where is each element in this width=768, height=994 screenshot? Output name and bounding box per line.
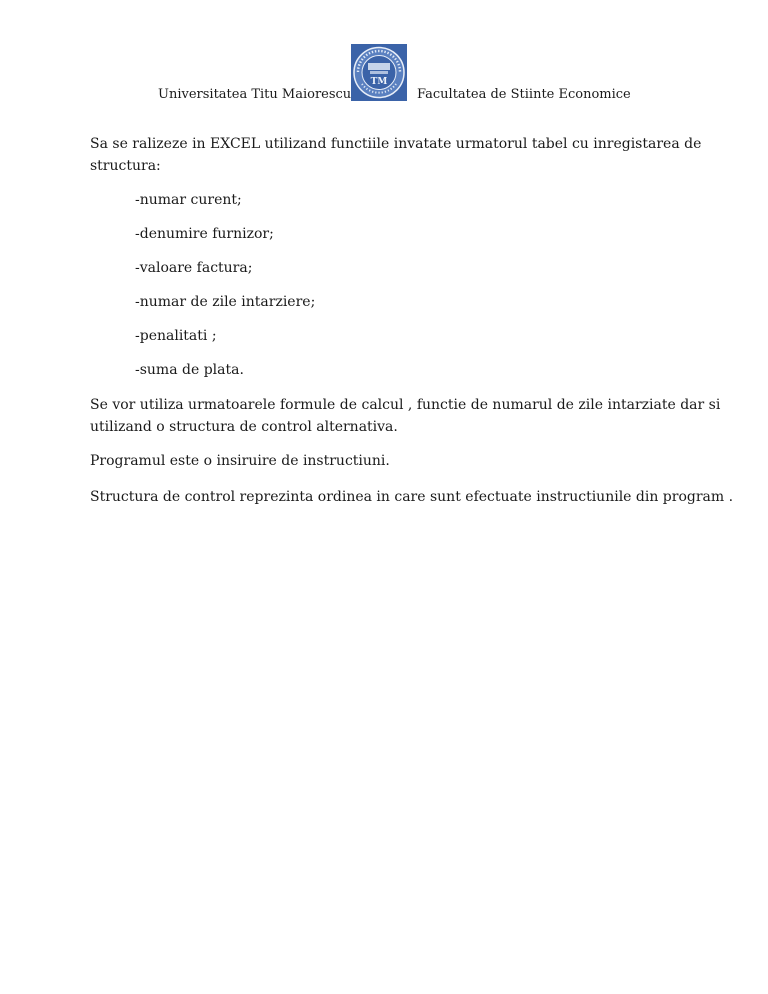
paragraph-2-line-1: Se vor utiliza urmatoarele formule de calcul , functie de numarul de zile intarziate dar si [90, 397, 721, 413]
list-item: -numar de zile intarziere; [135, 294, 316, 310]
university-logo [351, 44, 407, 101]
intro-line-1: Sa se ralizeze in EXCEL utilizand functiile invatate urmatorul tabel cu inregistarea de [90, 136, 702, 152]
paragraph-4: Structura de control reprezinta ordinea in care sunt efectuate instructiunile din program . [90, 489, 734, 505]
header-faculty: Facultatea de Stiinte Economice [417, 87, 631, 102]
list-item: -numar curent; [135, 192, 242, 208]
paragraph-3: Programul este o insiruire de instructiuni. [90, 453, 390, 469]
header-university: Universitatea Titu Maiorescu [158, 87, 352, 102]
list-item: -suma de plata. [135, 362, 244, 378]
list-item: -penalitati ; [135, 328, 217, 344]
list-item: -valoare factura; [135, 260, 253, 276]
paragraph-2-line-2: utilizand o structura de control alternativa. [90, 419, 398, 435]
intro-line-2: structura: [90, 158, 161, 174]
svg-text:TM: TM [370, 77, 388, 87]
list-item: -denumire furnizor; [135, 226, 274, 242]
